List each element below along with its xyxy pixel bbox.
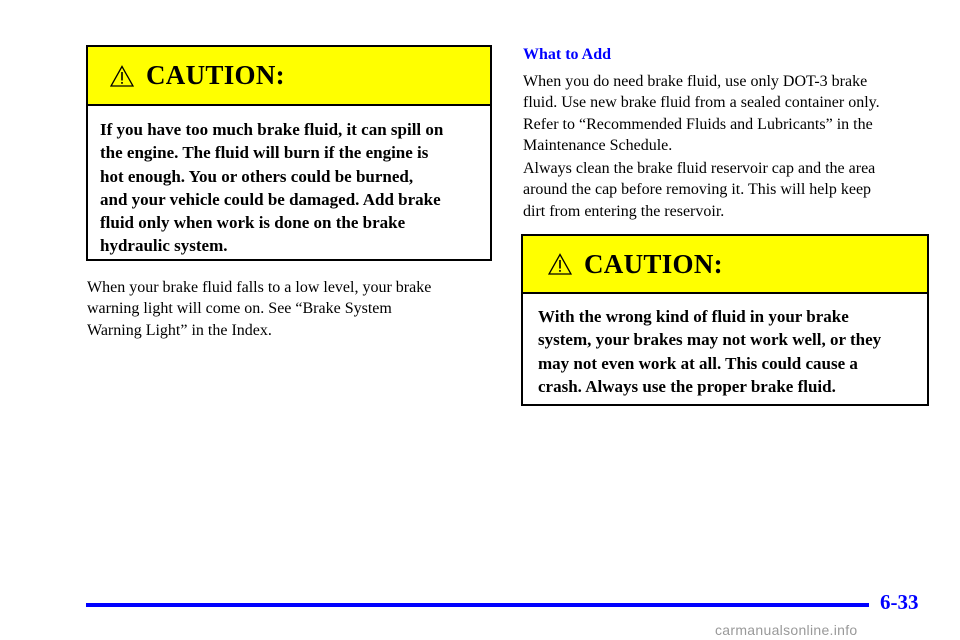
caution-body: If you have too much brake fluid, it can spill on the engine. The fluid will burn if the engine is hot enough. You or others could be burned, and your vehicle could be damaged. Add brake fluid only when work is done on the brake hydraulic system.	[100, 120, 444, 256]
section-heading-what-to-add: What to Add	[523, 46, 612, 63]
watermark: carmanualsonline.info	[715, 622, 858, 638]
caution-box-wrong-fluid	[521, 234, 929, 406]
caution-title: CAUTION:	[584, 248, 723, 279]
brake-fluid-type-paragraph: When you do need brake fluid, use only DOT-3 brake fluid. Use new brake fluid from a sealed container only. Refer to “Recommended Fluids and Lubricants” in the Maintenance Schedule.	[523, 73, 880, 154]
footer-rule	[86, 603, 869, 607]
caution-header	[523, 236, 927, 294]
warning-triangle-icon	[548, 253, 572, 275]
page-number: 6-33	[880, 590, 919, 614]
warning-triangle-icon	[110, 65, 134, 87]
caution-box-overfill	[86, 45, 492, 261]
caution-body: With the wrong kind of fluid in your brake system, your brakes may not work well, or they may not even work at all. This could cause a crash. Always use the proper brake fluid.	[538, 307, 882, 396]
low-fluid-paragraph: When your brake fluid falls to a low level, your brake warning light will come on. See “Brake System Warning Light” in the Index.	[87, 279, 432, 339]
reservoir-cap-paragraph: Always clean the brake fluid reservoir cap and the area around the cap before removing it. This will help keep dirt from entering the reservoir.	[523, 160, 876, 220]
caution-title: CAUTION:	[146, 60, 285, 90]
caution-header	[88, 47, 490, 106]
